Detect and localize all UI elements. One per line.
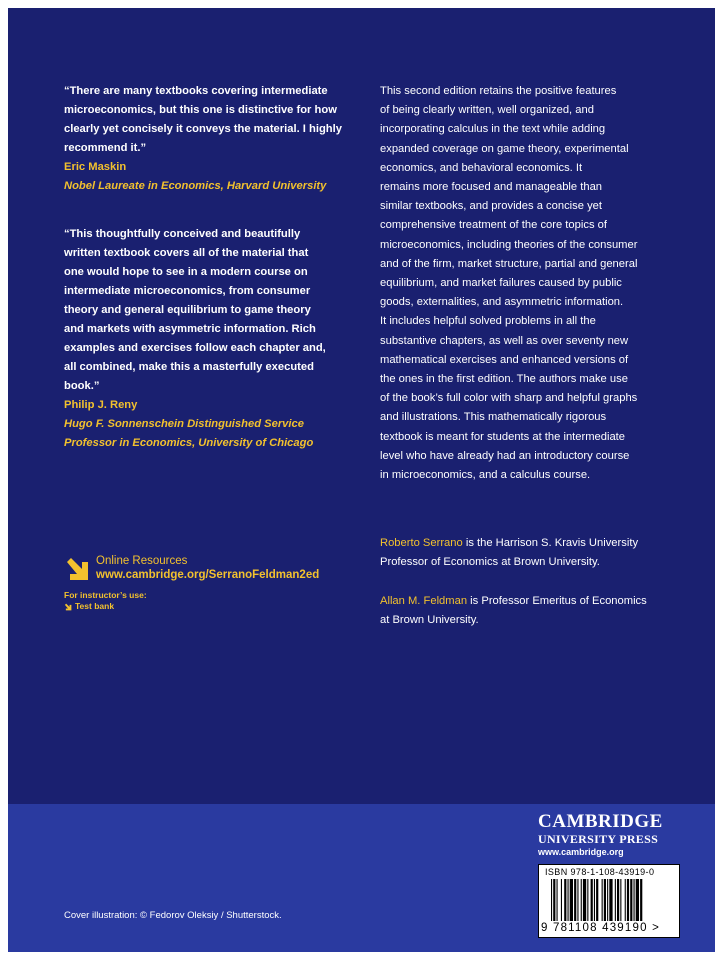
description-line: incorporating calculus in the text while adding bbox=[380, 123, 606, 136]
barcode-bar bbox=[602, 879, 603, 921]
barcode-number: 9 781108 439190 > bbox=[541, 922, 660, 934]
description-line: microeconomics, including theories of the consumer bbox=[380, 238, 638, 251]
barcode-bar bbox=[553, 879, 555, 921]
barcode-bar bbox=[615, 879, 616, 921]
instructor-label: For instructor’s use: bbox=[64, 590, 147, 600]
book-description bbox=[380, 82, 680, 485]
publisher-sub: UNIVERSITY PRESS bbox=[538, 832, 659, 846]
barcode-bar bbox=[636, 879, 639, 921]
cover-credit: Cover illustration: © Fedorov Oleksiy / Shutterstock. bbox=[64, 910, 282, 921]
author-bio-feldman bbox=[380, 592, 680, 630]
description-line: textbook is meant for students at the intermediate bbox=[380, 430, 626, 443]
barcode-bar bbox=[625, 879, 626, 921]
quote-text bbox=[64, 82, 364, 158]
quote-line: examples and exercises follow each chapter and, bbox=[64, 342, 326, 354]
barcode-bar bbox=[609, 879, 612, 921]
quote-line: “There are many textbooks covering intermediate bbox=[64, 85, 328, 97]
quote-line: and markets with asymmetric information. Rich bbox=[64, 323, 316, 335]
barcode-bar bbox=[634, 879, 635, 921]
description-line: economics, and behavioral economics. It bbox=[380, 161, 583, 174]
barcode-bar bbox=[620, 879, 621, 921]
barcode-bar bbox=[617, 879, 619, 921]
quote-author: Eric Maskin bbox=[64, 161, 127, 173]
endorsement-maskin bbox=[64, 82, 364, 196]
barcode-bar bbox=[570, 879, 573, 921]
quote-line: theory and general equilibrium to game theory bbox=[64, 304, 311, 316]
description-line: and of the firm, market structure, partial and general bbox=[380, 257, 638, 270]
description-line: and illustrations. This mathematically rigorous bbox=[380, 411, 607, 424]
barcode-bar bbox=[568, 879, 569, 921]
quote-text bbox=[64, 225, 364, 396]
quote-line: clearly yet concisely it conveys the material. I highly bbox=[64, 123, 342, 135]
endorsement-reny bbox=[64, 225, 364, 453]
back-cover bbox=[8, 8, 715, 952]
instructor-resources bbox=[64, 590, 384, 612]
bio-author-name: Roberto Serrano bbox=[380, 537, 463, 550]
barcode-bar bbox=[581, 879, 582, 921]
bio-line bbox=[380, 592, 680, 611]
description-line: of being clearly written, well organized, and bbox=[380, 104, 594, 117]
description-line: of the book’s full color with sharp and helpful graphs bbox=[380, 392, 638, 405]
quote-line: book.” bbox=[64, 380, 100, 392]
description-line: comprehensive treatment of the core topics of bbox=[380, 219, 607, 232]
barcode-bar bbox=[604, 879, 606, 921]
bio-text: is Professor Emeritus of Economics bbox=[467, 594, 647, 607]
description-column bbox=[380, 82, 680, 630]
barcode-bar bbox=[564, 879, 566, 921]
quote-line: one would hope to see in a modern course on bbox=[64, 266, 308, 278]
barcode-bar bbox=[587, 879, 588, 921]
barcode-bar bbox=[574, 879, 576, 921]
quote-line: recommend it.” bbox=[64, 142, 147, 154]
description-line: equilibrium, and market failures caused by public bbox=[380, 277, 622, 290]
quote-affiliation: Professor in Economics, University of Chicago bbox=[64, 437, 314, 449]
quote-affiliation: Hugo F. Sonnenschein Distinguished Service bbox=[64, 418, 304, 430]
arrow-down-right-icon bbox=[64, 556, 90, 582]
bio-author-name: Allan M. Feldman bbox=[380, 594, 468, 607]
barcode-bar bbox=[596, 879, 598, 921]
barcode-bar bbox=[551, 879, 552, 921]
description-line: goods, externalities, and asymmetric information. bbox=[380, 296, 624, 309]
barcode-bar bbox=[630, 879, 632, 921]
barcode-bar bbox=[607, 879, 608, 921]
description-line: expanded coverage on game theory, experimental bbox=[380, 142, 629, 155]
small-arrow-down-right-icon bbox=[64, 603, 72, 611]
quote-line: intermediate microeconomics, from consumer bbox=[64, 285, 311, 297]
barcode-bar bbox=[627, 879, 629, 921]
bio-line: at Brown University. bbox=[380, 613, 479, 626]
author-bio-serrano bbox=[380, 534, 680, 572]
description-line: in microeconomics, and a calculus course. bbox=[380, 469, 591, 482]
bio-line: Professor of Economics at Brown University. bbox=[380, 556, 600, 569]
description-line: It includes helpful solved problems in all the bbox=[380, 315, 596, 328]
barcode-bar bbox=[594, 879, 595, 921]
barcode-bar bbox=[561, 879, 562, 921]
isbn-text: ISBN 978-1-108-43919-0 bbox=[545, 867, 655, 877]
quote-line: “This thoughtfully conceived and beautifully bbox=[64, 228, 301, 240]
barcode bbox=[538, 864, 680, 938]
bio-line bbox=[380, 534, 680, 553]
barcode-bar bbox=[591, 879, 593, 921]
description-line: remains more focused and manageable than bbox=[380, 181, 603, 194]
quote-line: microeconomics, but this one is distinctive for how bbox=[64, 104, 337, 116]
description-line: level who have already had an introductory course bbox=[380, 449, 630, 462]
description-line: the ones in the first edition. The authors make use bbox=[380, 373, 628, 386]
barcode-bar bbox=[557, 879, 558, 921]
barcode-bar bbox=[577, 879, 578, 921]
quote-line: all combined, make this a masterfully executed bbox=[64, 361, 314, 373]
online-resources-title: Online Resources bbox=[96, 555, 188, 567]
publisher-website: www.cambridge.org bbox=[538, 847, 624, 857]
quote-line: written textbook covers all of the material that bbox=[64, 247, 309, 259]
publisher-logo bbox=[538, 812, 698, 859]
instructor-item-label: Test bank bbox=[75, 601, 115, 611]
instructor-item bbox=[64, 601, 384, 612]
barcode-bar bbox=[640, 879, 642, 921]
description-line: This second edition retains the positive features bbox=[380, 85, 617, 97]
publisher-name: CAMBRIDGE bbox=[538, 811, 663, 832]
quote-author: Philip J. Reny bbox=[64, 399, 138, 411]
endorsements-column bbox=[64, 82, 364, 453]
bio-text: is the Harrison S. Kravis University bbox=[462, 537, 639, 550]
online-resources-link[interactable] bbox=[64, 554, 384, 582]
online-resources bbox=[64, 554, 384, 612]
barcode-bars bbox=[543, 879, 677, 921]
online-resources-url[interactable]: www.cambridge.org/SerranoFeldman2ed bbox=[96, 569, 320, 581]
barcode-bar bbox=[583, 879, 586, 921]
description-line: mathematical exercises and enhanced versions of bbox=[380, 353, 629, 366]
quote-affiliation: Nobel Laureate in Economics, Harvard University bbox=[64, 180, 327, 192]
description-line: substantive chapters, as well as over seventy new bbox=[380, 334, 629, 347]
description-line: similar textbooks, and provides a concise yet bbox=[380, 200, 602, 213]
